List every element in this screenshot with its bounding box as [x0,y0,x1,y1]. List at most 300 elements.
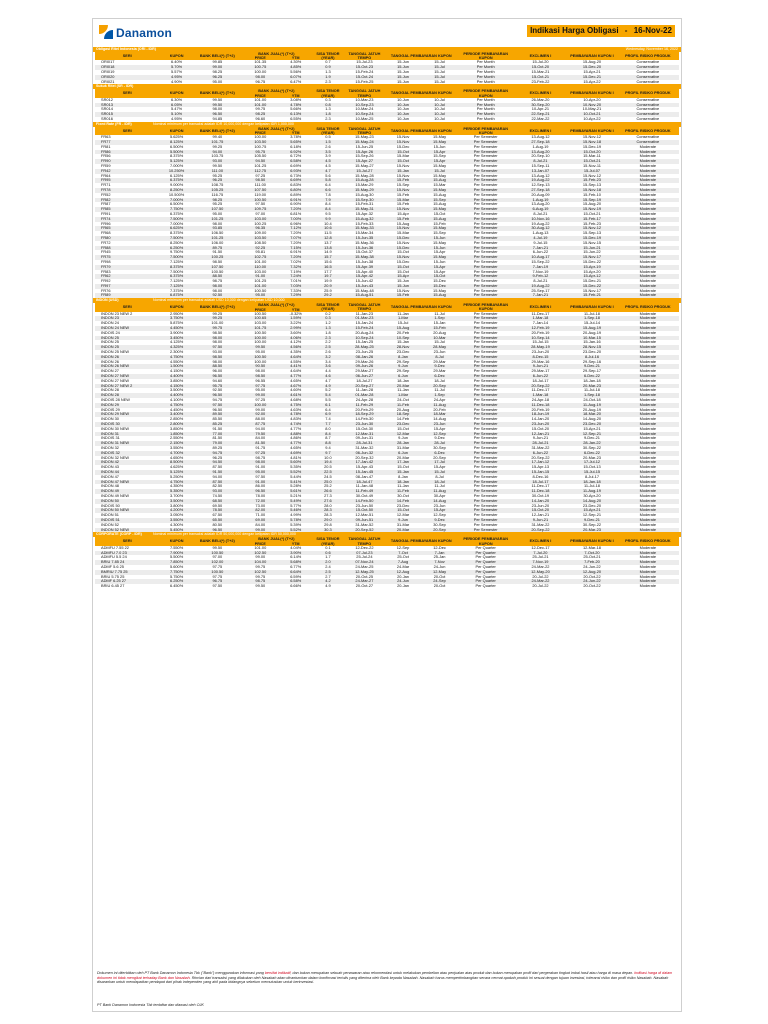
table-cell: Conservative [636,135,660,140]
table-cell: Moderate [639,436,657,441]
table-cell: 15-Nov [396,240,410,245]
table-cell: 94.00 [212,474,223,479]
table-cell: Per Semester [473,493,498,498]
table-cell: 5.41% [280,480,312,485]
table-cell: 10.0 [324,455,332,460]
table-cell: 15-Jan [433,321,446,326]
table-cell: 29-Sep-16 [582,359,602,364]
table-cell: 103.75 [211,154,224,159]
table-cell: 3.9 [325,154,331,159]
table-cell: 6.66% [290,584,302,589]
table-cell: 24-Jun-22 [583,564,601,569]
table-cell: 92.50 [212,388,223,393]
table-cell: 15-Jun [421,246,458,251]
table-cell: Moderate [639,359,657,364]
table-cell: 7.375% [169,288,184,293]
col-header-profil-risiko: PROFIL RISIKO PRODUK [617,303,679,311]
table-cell: 15-Dec [433,279,446,284]
table-cell: Per Semester [473,503,498,508]
table-cell: Per Semester [458,336,514,341]
col-header-tanggal-kupon: TANGGAL PEMBAYARAN KUPON [385,89,458,97]
table-cell: 06-Jun-32 [344,451,385,456]
col-header-bank-jual: BANK JUAL(*) (T+2) [241,537,312,541]
table-cell: 7.125% [169,259,184,264]
table-cell: 12-Mar-31 [344,432,385,437]
table-cell: 15-Apr-21 [567,508,616,513]
table-cell: 15-Dec-19 [567,236,616,241]
table-cell: Per Semester [473,465,498,470]
table-cell: 15-Apr-42 [344,274,385,279]
table-cell: Conservative [617,103,679,108]
table-cell: 15-Aug [433,192,446,197]
table-cell: Moderate [617,159,679,164]
table-cell: 4.86% [290,436,302,441]
table-cell: Conservative [636,97,660,102]
table-cell: Moderate [639,398,657,403]
col-header-seri: SERI [95,537,159,545]
table-cell: 23-Jun-25 [355,350,374,355]
table-cell: INDON 43 [101,465,119,470]
table-cell: Per Quarter [458,579,514,584]
table-cell: 2.3 [325,116,331,121]
table-cell: INDON 26 [101,359,119,364]
table-cell: 15-Feb [433,221,446,226]
table-cell: Moderate [639,545,657,550]
table-cell: Per Semester [473,135,498,140]
table-cell: 20-Oct-25 [355,574,374,579]
table-cell: 2.150% [159,441,193,446]
bond-table [95,303,679,532]
table-cell: 7.8 [325,192,331,197]
table-cell: 95.00 [255,350,266,355]
table-cell: 96.50 [194,374,241,379]
table-cell: 22.5 [312,470,344,475]
table-cell: 20-Aug [433,330,446,335]
table-cell: 81.50 [212,436,223,441]
table-cell: 94.50 [194,460,241,465]
table-cell: 4.69% [280,451,312,456]
table-cell: Per Semester [458,480,514,485]
table-cell: 103.50 [241,140,280,145]
table-cell: 7-Nov-19 [514,560,568,565]
table-cell: 20-Sep [433,455,446,460]
table-cell: 25-Jul-24 [356,555,373,560]
table-cell: Moderate [617,198,679,203]
table-cell: 94.50 [241,159,280,164]
table-cell: 95.75 [194,384,241,389]
table-cell: 6.375% [159,274,193,279]
table-cell: 15-Jul [421,75,458,80]
table-cell: 10-Jul [421,112,458,117]
col-header-bank-beli: BANK BELI(*) (T+2) [194,303,241,311]
table-cell: 18-Jan-18 [583,378,601,383]
table-cell: Per Semester [473,340,498,345]
table-cell: 100.00 [254,135,267,140]
table-cell: 103.00 [241,217,280,222]
table-cell: Per Semester [458,355,514,360]
col-header-sisa-tenor: SISA TENOR (YEAR) [312,89,344,97]
table-cell: 15-Jan [385,470,421,475]
table-cell: 10.4 [324,221,332,226]
table-cell: 9.750% [169,250,184,255]
table-cell: 15-Jun [385,284,421,289]
table-cell: 7-Jul-20 [514,551,568,556]
table-cell: 15-Mar [396,231,410,236]
table-cell: 15-Apr [385,274,421,279]
table-cell: 3.08% [290,97,302,102]
section-date: Wednesday, November 16, 2022 [625,47,678,51]
table-cell: 18-Jul-17 [532,378,549,383]
table-cell: 1.9 [312,75,344,80]
table-cell: 6.91% [280,198,312,203]
table-cell: 10-Jun [385,112,421,117]
table-cell: 2.950% [169,311,184,316]
table-cell: 4.4 [325,369,331,374]
table-cell: 15-Apr-40 [355,269,374,274]
table-cell: 27.6 [312,499,344,504]
table-cell: 15-Sep [433,231,446,236]
table-cell: 12-Feb-19 [514,326,568,331]
table-cell: 15-Feb-23 [567,178,616,183]
col-header-pembayaran-kupon: PEMBAYARAN KUPON I [567,303,616,311]
table-cell: 24-Mar-27 [344,579,385,584]
table-cell: 6.59% [290,574,302,579]
table-cell: 15-May-31 [344,207,385,212]
table-cell: Per Semester [473,522,498,527]
table-cell: 25.0 [312,480,344,485]
table-cell: 15-Jan-16 [583,340,601,345]
table-cell: 88.50 [194,364,241,369]
table-cell: 2.550% [169,436,184,441]
table-cell: 6.450% [169,584,184,589]
table-cell: 1.8 [325,330,331,335]
table-cell: 5.4 [312,393,344,398]
table-cell: 20-Aug-09 [531,192,550,197]
table-cell: 11-Jul [434,311,445,316]
table-cell: 5.5 [325,398,331,403]
table-cell: Conservative [617,75,679,80]
title-text: Indikasi Harga Obligasi [530,26,619,35]
table-cell: 15-Oct-21 [583,211,601,216]
table-cell: 97.25 [255,173,266,178]
table-cell: 8.375% [159,265,193,270]
table-cell: 15-Oct [397,426,409,431]
table-cell: 10-Jun [397,116,409,121]
table-cell: 7.19% [290,269,302,274]
table-cell: 8-Dec-15 [514,355,568,360]
table-cell: 109.00 [254,231,267,236]
table-cell: 15-Oct [433,211,446,216]
table-cell: Per Month [458,65,514,70]
col-header-price: PRICE [241,56,280,60]
table-cell: 7.550% [169,545,184,550]
table-cell: 15-Nov [385,207,421,212]
table-cell: FR92 [101,279,111,284]
table-cell: 96.25 [194,178,241,183]
table-cell: 12-Dec-17 [531,545,550,550]
table-cell: 31-Mar-22 [531,446,550,450]
table-cell: 98.25 [194,198,241,203]
table-cell: 13-Aug-20 [531,202,550,207]
section-title: Obligasi Ritel Indonesia (ORI - IDR) [96,47,156,51]
table-cell: 98.00 [241,75,280,80]
col-header-sisa-tenor: SISA TENOR (YEAR) [312,127,344,135]
table-cell: Per Semester [473,259,498,264]
table-cell: 4.64% [290,369,302,374]
table-cell: 5.66% [290,107,302,112]
table-cell: 7.750% [159,207,193,212]
col-header-price: PRICE [241,94,280,98]
table-cell: 4.12% [290,340,302,345]
table-cell: 102.75 [241,255,280,260]
table-cell: 15-Feb-24 [355,70,374,74]
table-cell: 100.00 [254,359,267,364]
table-cell: 6-Jun-22 [514,451,568,456]
table-cell: 103.00 [254,269,267,274]
col-header-bank-jual: BANK JUAL(*) (T+2) [241,89,312,93]
table-cell: Per Quarter [475,555,496,560]
table-cell: Moderate [617,528,679,533]
table-cell: 82.00 [241,508,280,513]
table-cell: 7.900% [159,551,193,556]
table-cell: 11-Feb [385,403,421,408]
table-cell: 15-Dec [385,236,421,241]
table-cell: 0.6 [312,551,344,556]
col-header-tanggal-kupon: TANGGAL PEMBAYARAN KUPON [385,127,458,135]
col-header-exclimen: EXCLIMEN I [514,303,568,311]
table-cell: 15-Nov-12 [567,226,616,231]
registration-note: PT Bank Danamon Indonesia Tbk terdaftar dan diawasi oleh OJK [97,1003,204,1007]
table-cell: 7-Nov-19 [532,269,549,274]
table-cell: FR75 [95,255,159,260]
bond-section [93,298,681,532]
table-cell: 10.6 [312,226,344,231]
table-cell: 97.00 [255,211,266,216]
table-cell: Moderate [617,508,679,513]
table-cell: 6.83% [290,183,302,188]
table-cell: 10-Sep-24 [344,336,385,341]
table-cell: 101.00 [254,97,267,102]
table-cell: 101.75 [241,326,280,331]
table-cell: 4.200% [159,508,193,513]
table-cell: 108.50 [254,240,267,245]
table-cell: 29-Sep [396,369,410,374]
table-cell: Per Semester [473,446,498,450]
table-cell: 6.73% [290,173,302,178]
table-cell: 7-Nov [421,560,458,565]
table-cell: 6.13% [280,112,312,117]
bond-table [95,52,679,84]
table-cell: 4.77% [280,374,312,379]
table-cell: 15-Jun-21 [567,246,616,251]
table-cell: 5.57% [171,70,183,74]
table-cell: 18-Jul-27 [356,378,373,383]
table-cell: Per Semester [473,378,498,383]
table-cell: 95.00 [212,211,223,216]
table-cell: 15-May [421,255,458,260]
table-cell: Per Semester [473,211,498,216]
table-cell: 15-Oct-20 [514,65,568,70]
table-cell: 23-Dec [396,503,410,508]
table-cell: 96.50 [212,407,223,412]
table-cell: 99.25 [212,144,223,149]
table-cell: 3.800% [169,503,184,508]
table-cell: 11-Jan-28 [355,388,374,393]
table-cell: 20-Aug [396,407,410,412]
table-cell: 15-Nov [396,135,410,140]
table-cell: 6.89% [290,192,302,197]
table-cell: 15-May-38 [344,255,385,260]
table-cell: 20-Feb-19 [531,407,550,412]
table-cell: FR80 [95,236,159,241]
table-cell: 97.50 [194,403,241,408]
table-cell: 18-Jan [397,378,409,383]
table-cell: 23-Dec-20 [567,422,616,427]
sheet-title [527,25,675,37]
table-cell: 10-Apr-20 [583,97,601,102]
table-cell: 6.9 [312,412,344,417]
table-cell: 12-Sep-21 [582,513,602,518]
table-cell: INDON 48 [101,484,119,489]
table-cell: Moderate [617,480,679,485]
bond-section [93,532,681,589]
table-cell: 9-Jun [385,364,421,369]
table-cell: 91.00 [241,480,280,485]
table-cell: FR62 [95,274,159,279]
table-cell: 27.3 [324,493,332,498]
table-cell: 24-Jun [433,564,446,569]
table-cell: 15-Mar-34 [355,231,374,236]
col-header-bank-jual: BANK JUAL(*) (T+2) [241,52,312,56]
table-cell: Per Semester [473,269,498,274]
table-cell: 6.58% [280,159,312,164]
table-cell: 7.32% [280,265,312,270]
col-header-seri: SERI [95,303,159,311]
table-cell: Moderate [639,369,657,374]
table-cell: 15-Apr-12 [567,274,616,279]
table-cell: 5.68% [280,560,312,565]
table-cell: Moderate [617,499,679,504]
table-cell: 100.75 [241,65,280,70]
table-cell: 15-Jul-15 [567,470,616,475]
table-cell: 100.00 [254,70,267,74]
table-cell: 10-Nov-16 [514,217,568,222]
table-cell: 14-Aug-20 [582,417,602,422]
table-cell: 93.00 [212,350,223,355]
table-cell: 94.75 [194,451,241,456]
table-cell: 100.75 [254,144,267,149]
table-cell: INDON 27 NEW [95,374,159,379]
table-cell: 4.60% [290,388,302,393]
col-header-kupon: KUPON [159,537,193,545]
table-cell: 98.75 [241,579,280,584]
table-cell: 89.75 [194,246,241,251]
table-cell: 1-Mar [385,316,421,321]
table-cell: 15-Oct [397,250,409,255]
table-cell: 15-Feb-24 [344,326,385,331]
table-cell: 10.500% [168,192,185,197]
table-cell: 6-Jun [385,374,421,379]
table-cell: 23-Dec-20 [582,503,602,508]
table-cell: 15-Jun [433,259,446,264]
table-cell: 2.300% [169,350,184,355]
table-cell: 2.2 [325,340,331,345]
table-cell: 88.00 [255,417,266,422]
table-cell: 9-Jun [385,518,421,523]
bond-sections [93,47,681,589]
table-cell: 15-Jun [397,79,409,84]
table-cell: 15-Feb [385,178,421,183]
table-cell: FR86 [95,150,159,155]
table-cell: 99.75 [255,574,266,579]
table-cell: 99.50 [255,584,266,589]
table-cell: 19-Aug-22 [514,284,568,289]
table-cell: Per Quarter [458,551,514,556]
table-cell: Per Semester [458,393,514,398]
table-cell: 8.0 [325,426,331,431]
table-cell: 69.00 [241,518,280,523]
table-cell: Per Month [458,112,514,117]
table-cell: 79.50 [241,432,280,437]
table-cell: 15-Dec-21 [567,75,616,80]
table-cell: 96.25 [194,75,241,80]
table-cell: 14-Aug [421,499,458,504]
table-cell: 15-Apr [421,265,458,270]
section-note: Nominal minimum per transaksi adalah IDR 50,000,000 dengan kelipatan IDR 50,000,000 [153,532,296,537]
table-cell: 25-Oct [397,555,409,560]
table-cell: 98.00 [194,336,241,341]
table-cell: 15-Aug [421,178,458,183]
table-cell: Moderate [639,484,657,489]
table-cell: Moderate [639,426,657,431]
table-cell: 11-Aug-19 [567,403,616,408]
table-cell: 2.3 [325,79,331,84]
table-cell: 2.800% [159,422,193,427]
table-cell: 5.875% [169,321,184,326]
table-cell: Moderate [639,474,657,479]
table-cell: 4.99% [290,513,302,518]
price-sheet [92,18,682,1012]
table-cell: Moderate [617,451,679,456]
table-cell: 9-Dec-21 [567,364,616,369]
table-cell: FR59 [101,163,111,168]
table-cell: 20-Mar-23 [567,528,616,533]
table-cell: 8.4 [312,432,344,437]
table-cell: 12-May [421,570,458,575]
table-cell: 12-Dec-22 [355,545,374,550]
table-cell: 1.7 [325,555,331,560]
table-cell: Moderate [617,393,679,398]
table-cell: 4.400% [159,393,193,398]
table-cell: 30-Sep [433,446,446,450]
table-cell: 17-Jan-12 [514,460,568,465]
table-cell: 111.00 [254,183,266,188]
table-cell: 101.35 [254,60,267,65]
table-cell: 9-Feb-12 [514,274,568,279]
table-cell: 15-Dec-20 [567,65,616,70]
table-cell: 4.550% [169,359,184,364]
table-cell: 7.02% [290,259,302,264]
table-cell: 6.6 [312,188,344,193]
table-cell: 15-Oct-50 [344,508,385,513]
table-cell: 101.00 [254,259,267,264]
table-cell: Per Month [476,97,495,102]
table-cell: 4.750% [159,355,193,360]
table-cell: 7.7 [312,422,344,427]
table-cell: 15-May-36 [355,240,374,245]
table-cell: 22-Mar-22 [531,116,550,121]
table-cell: 4.2 [312,579,344,584]
